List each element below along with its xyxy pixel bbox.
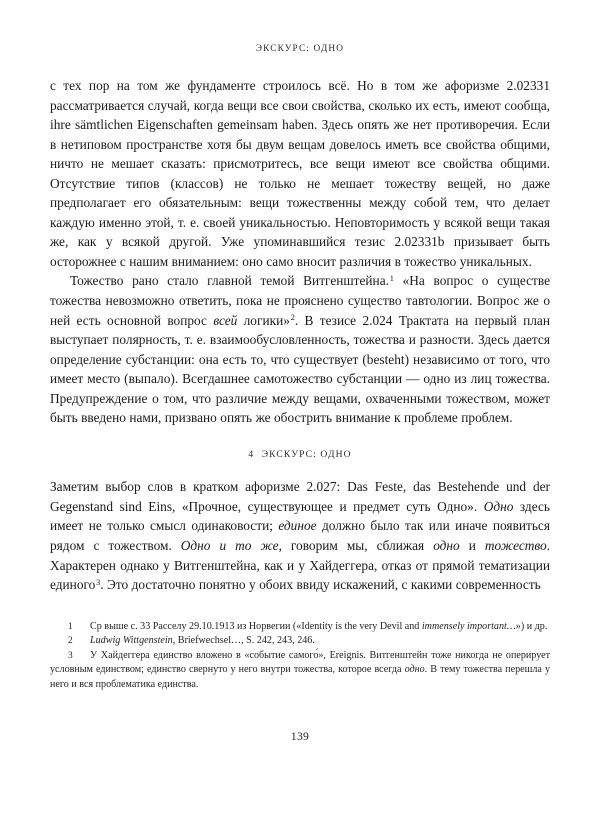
paragraph-3-italic-3: Одно и то же	[180, 537, 279, 553]
footnote-number: 1	[68, 622, 73, 632]
footnote-segment-1: Ср выше с. 33 Расселу 29.10.1913 из Норвегии («Identity is the very Devil and	[90, 621, 422, 632]
page-number: 139	[290, 730, 310, 743]
paragraph-3-segment-4: , говорим мы, сближая	[278, 537, 434, 553]
paragraph-3-segment-7: . Это достаточно понятно у обоих ввиду искажений, с какими современность	[100, 577, 541, 593]
text-column	[50, 76, 550, 595]
footnote-number: 2	[68, 636, 73, 647]
paragraph-2-italic-1: всей	[213, 312, 238, 328]
footnote-ref-3[interactable]: 3	[96, 577, 101, 587]
section-number: 4	[248, 448, 254, 460]
running-head: ЭКСКУРС: ОДНО	[255, 44, 345, 54]
section-title: ЭКСКУРС: ОДНО	[261, 448, 352, 460]
footnote-segment-2: . В тему тожества перешла у него и вся проблематика единства.	[50, 664, 550, 690]
footnote-segment-1: У Хайдеггера единство вложено в «событие самого́», Ereignis. Витгенштейн тоже никогда не оперирует условным единством; единство свернуто у него внутри тожества, которое всегда	[50, 649, 550, 676]
paragraph-3-segment-3: должно было так или иначе появиться рядом с тожеством.	[50, 518, 550, 553]
paragraph-2-segment-1: Тожество рано стало главной темой Витгенштейна.	[70, 273, 389, 289]
paragraph-2-segment-2: «На вопрос о существе тожества невозможно ответить, пока не прояснено существо тавтологии. Вопрос же о ней есть основной вопрос	[50, 273, 550, 328]
footnote-item	[50, 634, 550, 648]
footnote-item	[50, 649, 550, 692]
body-paragraph-2	[50, 271, 550, 427]
paragraph-2-segment-4: . В тезисе 2.024 Трактата на первый план выступает полярность, т. е. взаимообусловленность, тожества и разности. Здесь дается определение субстанции: она есть то, что существует (besteht) независимо от того, что имеет место (выпало). Всегдашнее самотожество субстанции — одно из лиц тожества. Предупреждение о том, что различие между вещами, охваченными тожеством, может быть введено нами, призвано опять же обострить внимание к проблеме проблем.	[50, 312, 550, 426]
paragraph-3-italic-1: Одно	[483, 498, 514, 514]
paragraph-3-segment-6: . Характерен однако у Витгенштейна, как и у Хайдеггера, отказ от прямой тематизации единого	[50, 537, 551, 593]
footnote-segment-1: , Briefwechsel…, S. 242, 243, 246.	[172, 635, 315, 647]
footnote-italic-1: Ludwig Wittgenstein	[90, 635, 173, 647]
paragraph-2-segment-3: логики»	[237, 312, 290, 328]
body-paragraph-1: с тех пор на том же фундаменте строилось всё. Но в том же афоризме 2.02331 рассматривается случай, когда вещи все свои свойства, сколько их есть, имеют сообща, ihre sämtlichen Eigenschaften gemeinsam haben. Здесь опять же нет противоречия. Если в нетиповом пространстве хотя бы двум вещам довелось иметь все свойства общими, ничто не мешает сказать: присмотритесь, все вещи имеют все свойства общими. Отсутствие типов (классов) не только не мешает тожеству вещей, но даже предполагает его обязательным: вещи тожественны между собой тем, что делает каждую именно этой, т. е. своей уникальностью. Неповторимость у всякой вещи такая же, как у всякой другой. Уже упоминавшийся тезис 2.02331b призывает быть осторожнее с нашим вниманием: оно само вносит различия в тожество уникальных.	[50, 78, 550, 269]
footnote-italic-1: одно	[404, 664, 425, 676]
footnote-ref-1[interactable]: 1	[389, 274, 394, 284]
paragraph-3-italic-4: одно	[433, 537, 460, 553]
footnote-number: 3	[68, 650, 73, 661]
footnote-italic-1: immensely important…	[421, 621, 516, 632]
paragraph-3-segment-1: Заметим выбор слов в кратком афоризме 2.027: Das Feste, das Bestehende und der Gegenstand sind Eins, «Прочное, существующее и предмет суть Одно».	[50, 479, 550, 514]
footnote-item	[50, 620, 550, 634]
paragraph-3-segment-5: и	[459, 537, 485, 553]
footnotes-block	[50, 620, 550, 692]
footnote-segment-2: ») и др.	[515, 621, 548, 632]
body-paragraph-3	[50, 477, 550, 594]
paragraph-3-italic-2: единое	[278, 518, 317, 534]
paragraph-3-italic-5: тожество	[484, 537, 547, 553]
footnote-ref-2[interactable]: 2	[290, 313, 295, 323]
section-heading	[50, 449, 550, 461]
paragraph-3-segment-2: здесь имеет не только смысл одинаковости;	[50, 498, 550, 534]
